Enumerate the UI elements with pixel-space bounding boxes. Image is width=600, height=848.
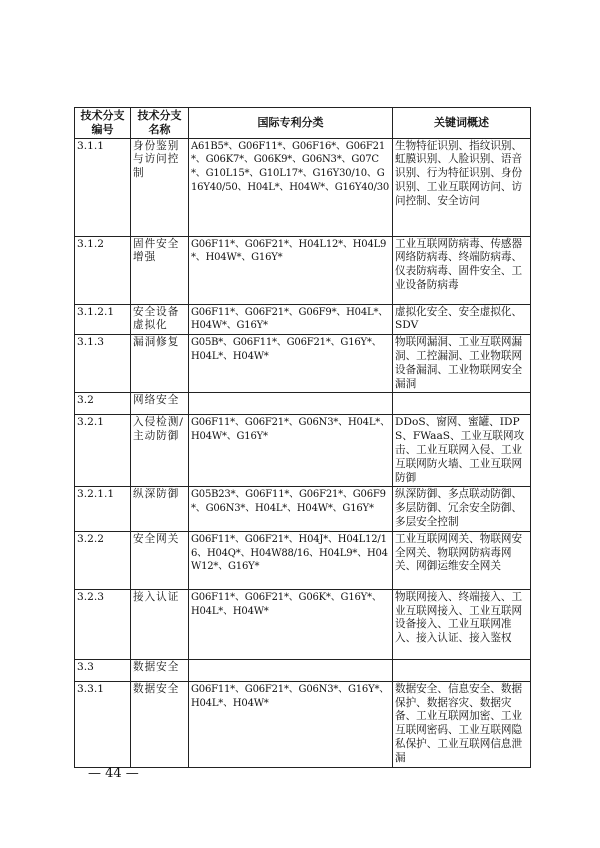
table-row: [75, 659, 531, 681]
header-ipc: 国际专利分类: [189, 108, 393, 139]
row-keywords: [393, 659, 531, 681]
table-row: [75, 393, 531, 415]
header-name: 技术分支名称: [131, 108, 189, 139]
row-branch-name: 安全网关: [131, 531, 189, 589]
row-branch-name: 身份鉴别与访问控制: [131, 138, 189, 236]
row-ipc: G06F11*、G06F21*、H04J*、H04L12/16、H04Q*、H04W88/16、H04L9*、H04W12*、G16Y*: [189, 531, 393, 589]
row-ipc: G05B*、G06F11*、G06F21*、G16Y*、H04L*、H04W*: [189, 335, 393, 393]
row-code: 3.3.1: [75, 681, 131, 767]
row-branch-name: 安全设备虚拟化: [131, 304, 189, 335]
row-ipc: [189, 659, 393, 681]
row-code: 3.2.2: [75, 531, 131, 589]
row-branch-name: 数据安全: [131, 659, 189, 681]
row-ipc: A61B5*、G06F11*、G06F16*、G06F21*、G06K7*、G06K9*、G06N3*、G07C*、G10L15*、G10L17*、G16Y30/10、G16Y40/50、H04L*、H04W*、G16Y40/30: [189, 138, 393, 236]
row-branch-name: 数据安全: [131, 681, 189, 767]
page-number: — 44 —: [88, 766, 139, 781]
row-code: 3.2.3: [75, 589, 131, 659]
row-code: 3.1.1: [75, 138, 131, 236]
table-row: [75, 681, 531, 767]
table-row: [75, 335, 531, 393]
row-ipc: G06F11*、G06F21*、G06N3*、H04L*、H04W*、G16Y*: [189, 415, 393, 487]
header-code: 技术分支编号: [75, 108, 131, 139]
table-row: [75, 531, 531, 589]
row-keywords: 纵深防御、多点联动防御、多层防御、冗余安全防御、多层安全控制: [393, 487, 531, 531]
row-keywords: 工业互联网网关、物联网安全网关、物联网防病毒网关、网御运维安全网关: [393, 531, 531, 589]
table-row: [75, 236, 531, 304]
row-ipc: G06F11*、G06F21*、G06F9*、H04L*、H04W*、G16Y*: [189, 304, 393, 335]
row-code: 3.3: [75, 659, 131, 681]
row-branch-name: 入侵检测/主动防御: [131, 415, 189, 487]
row-ipc: G06F11*、G06F21*、H04L12*、H04L9*、H04W*、G16Y*: [189, 236, 393, 304]
row-keywords: 物联网接入、终端接入、工业互联网接入、工业互联网设备接入、工业互联网准入、接入认证、接入鉴权: [393, 589, 531, 659]
row-code: 3.1.3: [75, 335, 131, 393]
row-keywords: 工业互联网防病毒、传感器网络防病毒、终端防病毒、仪表防病毒、固件安全、工业设备防病毒: [393, 236, 531, 304]
row-keywords: 虚拟化安全、安全虚拟化、SDV: [393, 304, 531, 335]
header-keywords: 关键词概述: [393, 108, 531, 139]
row-keywords: [393, 393, 531, 415]
table-row: [75, 589, 531, 659]
row-branch-name: 纵深防御: [131, 487, 189, 531]
row-code: 3.2.1.1: [75, 487, 131, 531]
row-ipc: G06F11*、G06F21*、G06N3*、G16Y*、H04L*、H04W*: [189, 681, 393, 767]
row-ipc: [189, 393, 393, 415]
table-header-row: [75, 108, 531, 139]
row-keywords: 数据安全、信息安全、数据保护、数据容灾、数据灾备、工业互联网加密、工业互联网密码、工业互联网隐私保护、工业互联网信息泄漏: [393, 681, 531, 767]
row-code: 3.2.1: [75, 415, 131, 487]
row-keywords: DDoS、窗网、蜜罐、IDPS、FWaaS、工业互联网攻击、工业互联网入侵、工业互联网防火墙、工业互联网防御: [393, 415, 531, 487]
row-code: 3.2: [75, 393, 131, 415]
table-row: [75, 415, 531, 487]
row-keywords: 生物特征识别、指纹识别、虹膜识别、人脸识别、语音识别、行为特征识别、身份识别、工业互联网访问、访问控制、安全访问: [393, 138, 531, 236]
row-branch-name: 网络安全: [131, 393, 189, 415]
patent-classification-table: [74, 107, 531, 768]
row-branch-name: 固件安全增强: [131, 236, 189, 304]
table-row: [75, 138, 531, 236]
row-ipc: G06F11*、G06F21*、G06K*、G16Y*、H04L*、H04W*: [189, 589, 393, 659]
table-row: [75, 487, 531, 531]
row-branch-name: 接入认证: [131, 589, 189, 659]
row-branch-name: 漏洞修复: [131, 335, 189, 393]
row-ipc: G05B23*、G06F11*、G06F21*、G06F9*、G06N3*、H04L*、H04W*、G16Y*: [189, 487, 393, 531]
row-keywords: 物联网漏洞、工业互联网漏洞、工控漏洞、工业物联网设备漏洞、工业物联网安全漏洞: [393, 335, 531, 393]
row-code: 3.1.2.1: [75, 304, 131, 335]
row-code: 3.1.2: [75, 236, 131, 304]
table-row: [75, 304, 531, 335]
